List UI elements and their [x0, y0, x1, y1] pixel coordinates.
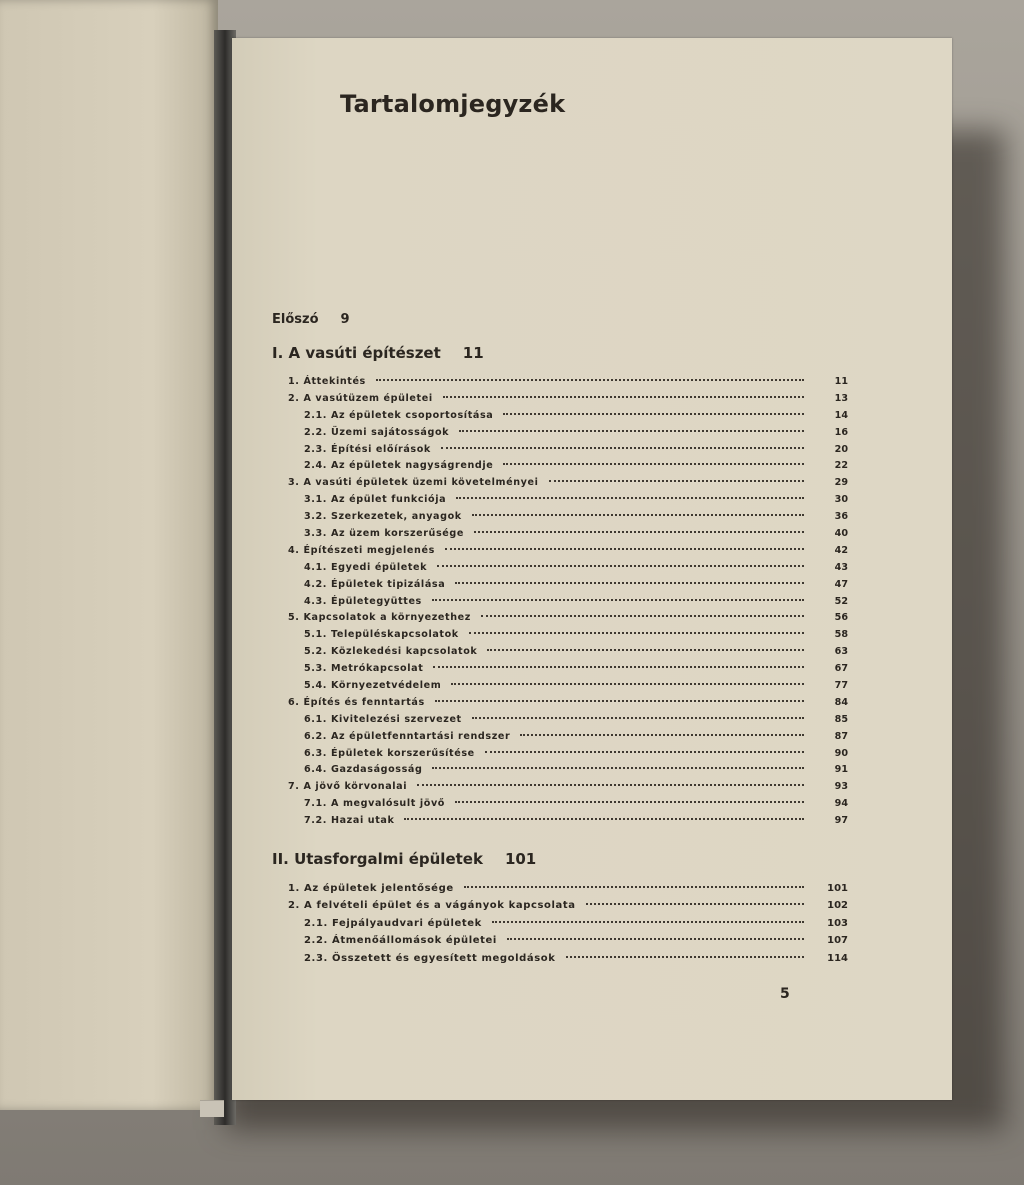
- dot-leader: [485, 750, 804, 753]
- section-2-label: II. Utasforgalmi épületek: [272, 850, 483, 868]
- toc-entry-label: 2.2. Üzemi sajátosságok: [304, 426, 450, 438]
- toc-entry-label: 3.3. Az üzem korszerűsége: [304, 528, 464, 540]
- toc-entry-page: 14: [834, 409, 848, 421]
- toc-entry-label: 2.4. Az épületek nagyságrendje: [304, 460, 494, 472]
- toc-entry[interactable]: [288, 897, 848, 914]
- toc-entry-page: 67: [834, 663, 848, 675]
- toc-entry[interactable]: [288, 779, 848, 796]
- toc-entry-label: 5. Kapcsolatok a környezethez: [288, 612, 471, 624]
- toc-entry[interactable]: [288, 712, 848, 729]
- toc-entry-label: 4.1. Egyedi épületek: [304, 561, 428, 573]
- toc-entry-page: 77: [834, 680, 848, 692]
- toc-entry-label: 7.2. Hazai utak: [304, 815, 395, 827]
- dot-leader: [435, 699, 804, 702]
- toc-entry-page: 102: [827, 900, 848, 912]
- toc-entry-label: 7.1. A megvalósult jövő: [304, 798, 446, 810]
- toc-list-section-1: [288, 374, 848, 830]
- toc-entry[interactable]: [288, 915, 848, 932]
- toc-entry-page: 94: [834, 798, 848, 810]
- page-number: 5: [780, 986, 790, 1002]
- toc-entry-page: 90: [834, 747, 848, 759]
- toc-entry[interactable]: [288, 543, 848, 560]
- toc-entry[interactable]: [288, 746, 848, 763]
- toc-entry[interactable]: [288, 813, 848, 830]
- toc-entry-label: 4. Építészeti megjelenés: [288, 544, 435, 556]
- toc-entry-page: 91: [834, 764, 848, 776]
- right-page: [232, 38, 952, 1100]
- toc-entry-label: 5.1. Településkapcsolatok: [304, 629, 459, 641]
- toc-entry[interactable]: [288, 577, 848, 594]
- toc-entry[interactable]: [288, 509, 848, 526]
- toc-entry[interactable]: [288, 678, 848, 695]
- toc-entry-label: 3. A vasúti épületek üzemi követelményei: [288, 477, 539, 489]
- dot-leader: [417, 783, 804, 786]
- toc-entry-page: 16: [834, 426, 848, 438]
- toc-entry[interactable]: [288, 950, 848, 967]
- toc-entry-label: 6. Építés és fenntartás: [288, 696, 425, 708]
- toc-entry[interactable]: [288, 695, 848, 712]
- toc-entry-page: 56: [834, 612, 848, 624]
- toc-entry-label: 2.1. Fejpályaudvari épületek: [304, 917, 482, 929]
- toc-entry-page: 29: [834, 477, 848, 489]
- section-2-page: 101: [504, 850, 537, 868]
- toc-entry[interactable]: [288, 408, 848, 425]
- toc-entry-label: 2. A vasútüzem épületei: [288, 392, 433, 404]
- section-heading-1[interactable]: [272, 344, 484, 362]
- toc-entry-label: 5.4. Környezetvédelem: [304, 680, 442, 692]
- dot-leader: [472, 716, 804, 719]
- toc-entry-label: 2.3. Építési előírások: [304, 443, 431, 455]
- toc-entry[interactable]: [288, 526, 848, 543]
- dot-leader: [404, 817, 804, 820]
- toc-entry-label: 5.2. Közlekedési kapcsolatok: [304, 646, 478, 658]
- toc-entry-page: 52: [834, 595, 848, 607]
- toc-entry-page: 20: [834, 443, 848, 455]
- dot-leader: [437, 564, 804, 567]
- section-heading-2[interactable]: [272, 850, 536, 868]
- section-1-label: I. A vasúti építészet: [272, 344, 441, 362]
- preface-page: 9: [340, 312, 350, 327]
- toc-entry-label: 6.4. Gazdaságosság: [304, 764, 423, 776]
- toc-entry[interactable]: [288, 729, 848, 746]
- toc-entry-page: 101: [827, 883, 848, 894]
- toc-entry-page: 42: [834, 544, 848, 556]
- dot-leader: [432, 766, 804, 769]
- dot-leader: [464, 885, 804, 888]
- toc-entry-label: 1. Az épületek jelentősége: [288, 883, 454, 894]
- toc-entry-page: 93: [834, 781, 848, 793]
- section-1-page: 11: [462, 344, 484, 362]
- toc-entry[interactable]: [288, 594, 848, 611]
- dot-leader: [445, 547, 804, 550]
- toc-entry-label: 3.1. Az épület funkciója: [304, 494, 447, 506]
- toc-entry[interactable]: [288, 932, 848, 949]
- dot-leader: [459, 429, 804, 432]
- toc-entry-page: 97: [834, 815, 848, 827]
- toc-entry[interactable]: [288, 627, 848, 644]
- toc-entry-page: 13: [834, 392, 848, 404]
- toc-entry-label: 1. Áttekintés: [288, 376, 366, 387]
- toc-entry-page: 103: [827, 917, 848, 929]
- dot-leader: [441, 446, 804, 449]
- toc-entry[interactable]: [288, 475, 848, 492]
- dot-leader: [455, 800, 804, 803]
- toc-entry[interactable]: [288, 644, 848, 661]
- toc-entry-page: 47: [834, 578, 848, 590]
- dot-leader: [376, 378, 804, 381]
- toc-entry-page: 11: [834, 376, 848, 387]
- left-page: [0, 0, 218, 1110]
- toc-entry-label: 6.1. Kivitelezési szervezet: [304, 713, 462, 725]
- toc-entry[interactable]: [288, 442, 848, 459]
- dot-leader: [474, 530, 804, 533]
- toc-entry[interactable]: [288, 425, 848, 442]
- toc-entry[interactable]: [288, 661, 848, 678]
- toc-entry-page: 85: [834, 713, 848, 725]
- page-title: Tartalomjegyzék: [340, 90, 566, 118]
- dot-leader: [586, 902, 804, 905]
- toc-entry-label: 2.3. Összetett és egyesített megoldások: [304, 952, 556, 964]
- toc-entry-label: 2.1. Az épületek csoportosítása: [304, 409, 494, 421]
- toc-entry-page: 63: [834, 646, 848, 658]
- toc-entry-label: 7. A jövő körvonalai: [288, 781, 408, 793]
- toc-entry-page: 40: [834, 528, 848, 540]
- dot-leader: [456, 496, 804, 499]
- toc-entry-page: 87: [834, 730, 848, 742]
- dot-leader: [507, 937, 804, 940]
- toc-entry-page: 84: [834, 696, 848, 708]
- toc-entry-label: 3.2. Szerkezetek, anyagok: [304, 511, 462, 523]
- dot-leader: [472, 513, 804, 516]
- dot-leader: [469, 631, 804, 634]
- toc-entry-page: 30: [834, 494, 848, 506]
- dot-leader: [443, 395, 804, 398]
- dot-leader: [520, 733, 804, 736]
- dot-leader: [481, 614, 804, 617]
- toc-entry-label: 5.3. Metrókapcsolat: [304, 663, 424, 675]
- toc-entry-label: 4.3. Épületegyüttes: [304, 595, 422, 607]
- dot-leader: [432, 598, 804, 601]
- toc-entry[interactable]: [288, 458, 848, 475]
- toc-entry-page: 36: [834, 511, 848, 523]
- page-stack-edge: [200, 1100, 224, 1117]
- dot-leader: [503, 412, 804, 415]
- toc-entry-page: 22: [834, 460, 848, 472]
- toc-entry[interactable]: [288, 880, 848, 897]
- toc-entry-label: 2. A felvételi épület és a vágányok kapcsolata: [288, 900, 576, 912]
- toc-entry[interactable]: [288, 374, 848, 391]
- toc-entry[interactable]: [288, 391, 848, 408]
- toc-entry-page: 43: [834, 561, 848, 573]
- toc-list-section-2: [288, 880, 848, 967]
- dot-leader: [566, 955, 805, 958]
- dot-leader: [455, 581, 804, 584]
- toc-entry[interactable]: [288, 610, 848, 627]
- preface-heading[interactable]: [272, 312, 350, 327]
- toc-entry[interactable]: [288, 796, 848, 813]
- dot-leader: [549, 479, 804, 482]
- dot-leader: [487, 648, 804, 651]
- toc-entry-page: 58: [834, 629, 848, 641]
- toc-entry-label: 6.2. Az épületfenntartási rendszer: [304, 730, 511, 742]
- toc-entry-label: 4.2. Épületek tipizálása: [304, 578, 446, 590]
- dot-leader: [433, 665, 804, 668]
- toc-entry[interactable]: [288, 560, 848, 577]
- toc-entry-page: 114: [827, 952, 848, 964]
- dot-leader: [451, 682, 804, 685]
- dot-leader: [503, 462, 804, 465]
- toc-entry-label: 2.2. Átmenőállomások épületei: [304, 935, 497, 947]
- toc-entry[interactable]: [288, 762, 848, 779]
- dot-leader: [492, 920, 804, 923]
- toc-entry-label: 6.3. Épületek korszerűsítése: [304, 747, 475, 759]
- toc-entry[interactable]: [288, 492, 848, 509]
- preface-label: Előszó: [272, 312, 319, 327]
- toc-entry-page: 107: [827, 935, 848, 947]
